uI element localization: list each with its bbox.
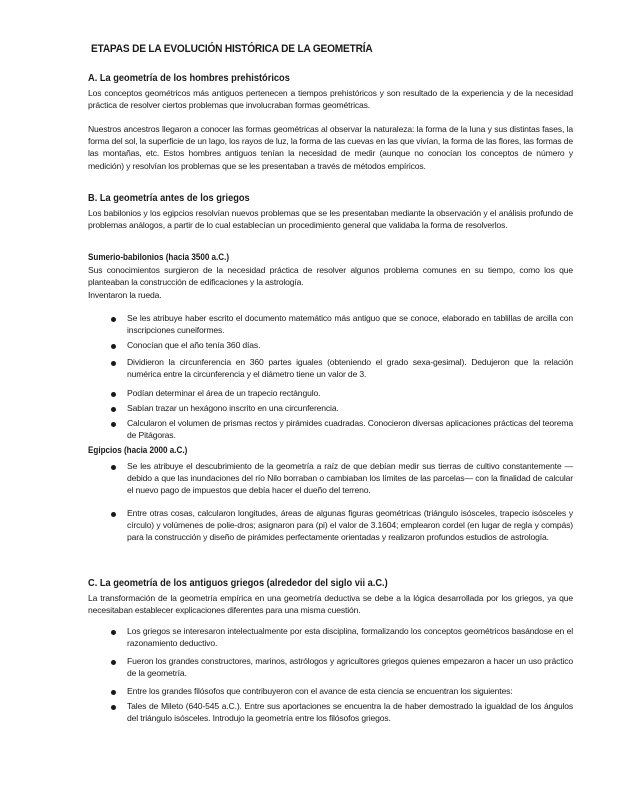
- sumerio-heading: Sumerio-babilonios (hacia 3500 a.C.): [88, 252, 230, 262]
- list-item: Tales de Mileto (640-545 a.C.). Entre sus aportaciones se encuentra la de haber demostrado la igualdad de los ángulos del triángulo isósceles. Introdujo la geometría entre los filósofos griegos.: [127, 701, 573, 724]
- section-a-paragraph-1: Los conceptos geométricos más antiguos pertenecen a tiempos prehistóricos y son resultado de la experiencia y de la necesidad práctica de resolver ciertos problemas que involucraban formas geométricas.: [88, 88, 573, 111]
- bullet-icon: [111, 690, 117, 696]
- egipcios-heading: Egipcios (hacia 2000 a.C.): [88, 445, 188, 455]
- bullet-icon: [111, 392, 117, 398]
- bullet-icon: [111, 407, 117, 413]
- sumerio-paragraph-1: Sus conocimientos surgieron de la necesidad práctica de resolver algunos problema comunes en su tiempo, como los que planteaban la construcción de edificaciones y la astrología.: [88, 265, 573, 288]
- section-b-paragraph-1: Los babilonios y los egipcios resolvían nuevos problemas que se les presentaban mediante la observación y el análisis profundo de problemas análogos, a partir de lo cual establecían un procedimiento general que validaba la forma de resolverlos.: [88, 208, 573, 231]
- list-item: Podían determinar el área de un trapecio rectángulo.: [127, 388, 321, 398]
- list-item: Se les atribuye haber escrito el documento matemático más antiguo que se conoce, elaborado en tablillas de arcilla con inscripciones cuneiformes.: [127, 313, 573, 336]
- bullet-icon: [111, 361, 117, 367]
- section-c-heading: C. La geometría de los antiguos griegos (alrededor del siglo vii a.C.): [88, 578, 388, 589]
- bullet-icon: [111, 344, 117, 350]
- bullet-icon: [111, 512, 117, 518]
- list-item: Entre otras cosas, calcularon longitudes, áreas de algunas figuras geométricas (triángulo isósceles, trapecio isósceles y círculo) y volúmenes de polie-dros; asignaron para (pi) el valor de 3.1604; emplearon cordel (en lugar de regla y compás) para la construcción y diseño de pirámides perfectamente orientadas y realizaron profundos estudios de astrología.: [127, 508, 573, 543]
- bullet-icon: [111, 317, 117, 323]
- section-b-heading: B. La geometría antes de los griegos: [88, 193, 250, 204]
- list-item: Entre los grandes filósofos que contribuyeron con el avance de esta ciencia se encuentran los siguientes:: [127, 686, 513, 696]
- list-item: Fueron los grandes constructores, marinos, astrólogos y agricultores griegos quienes empezaron a hacer un uso práctico de la geometría.: [127, 656, 573, 679]
- list-item: Sabían trazar un hexágono inscrito en una circunferencia.: [127, 403, 339, 413]
- list-item: Se les atribuye el descubrimiento de la geometría a raíz de que debían medir sus tierras de cultivo constantemente —debido a que las inundaciones del río Nilo borraban o cambiaban los límites de las parcelas— con la finalidad de calcular el nuevo pago de impuestos que debía hacer el dueño del terreno.: [127, 461, 573, 496]
- section-a-paragraph-2: Nuestros ancestros llegaron a conocer las formas geométricas al observar la naturaleza: la forma de la luna y sus distintas fases, la forma del sol, la superficie de un lago, los rayos de luz, la forma de las cuevas en las que vivían, la forma de las flores, las formas de las montañas, etc. Estos hombres antiguos tenían la necesidad de medir (aunque no conocían los conceptos de número y medición) y resolvían los problemas que se les presentaban a través de métodos empíricos.: [88, 124, 573, 171]
- bullet-icon: [111, 660, 117, 666]
- list-item: Dividieron la circunferencia en 360 partes iguales (obteniendo el grado sexa-gesimal). Dedujeron que la relación numérica entre la circunferencia y el diámetro tiene un valor de 3.: [127, 357, 573, 380]
- bullet-icon: [111, 422, 117, 428]
- list-item: Calcularon el volumen de prismas rectos y pirámides cuadradas. Conocieron diversas aplicaciones prácticas del teorema de Pitágoras.: [127, 418, 573, 441]
- section-c-paragraph-1: La transformación de la geometría empírica en una geometría deductiva se debe a la lógica desarrollada por los griegos, ya que necesitaban establecer explicaciones diferentes para una misma cuestión.: [88, 593, 573, 616]
- bullet-icon: [111, 465, 117, 471]
- bullet-icon: [111, 630, 117, 636]
- page-title: ETAPAS DE LA EVOLUCIÓN HISTÓRICA DE LA GEOMETRÍA: [91, 43, 373, 55]
- list-item: Conocían que el año tenía 360 días.: [127, 340, 261, 350]
- sumerio-paragraph-2: Inventaron la rueda.: [88, 290, 162, 300]
- bullet-icon: [111, 705, 117, 711]
- list-item: Los griegos se interesaron intelectualmente por esta disciplina, formalizando los conceptos geométricos basándose en el razonamiento deductivo.: [127, 626, 573, 649]
- section-a-heading: A. La geometría de los hombres prehistóricos: [88, 73, 290, 84]
